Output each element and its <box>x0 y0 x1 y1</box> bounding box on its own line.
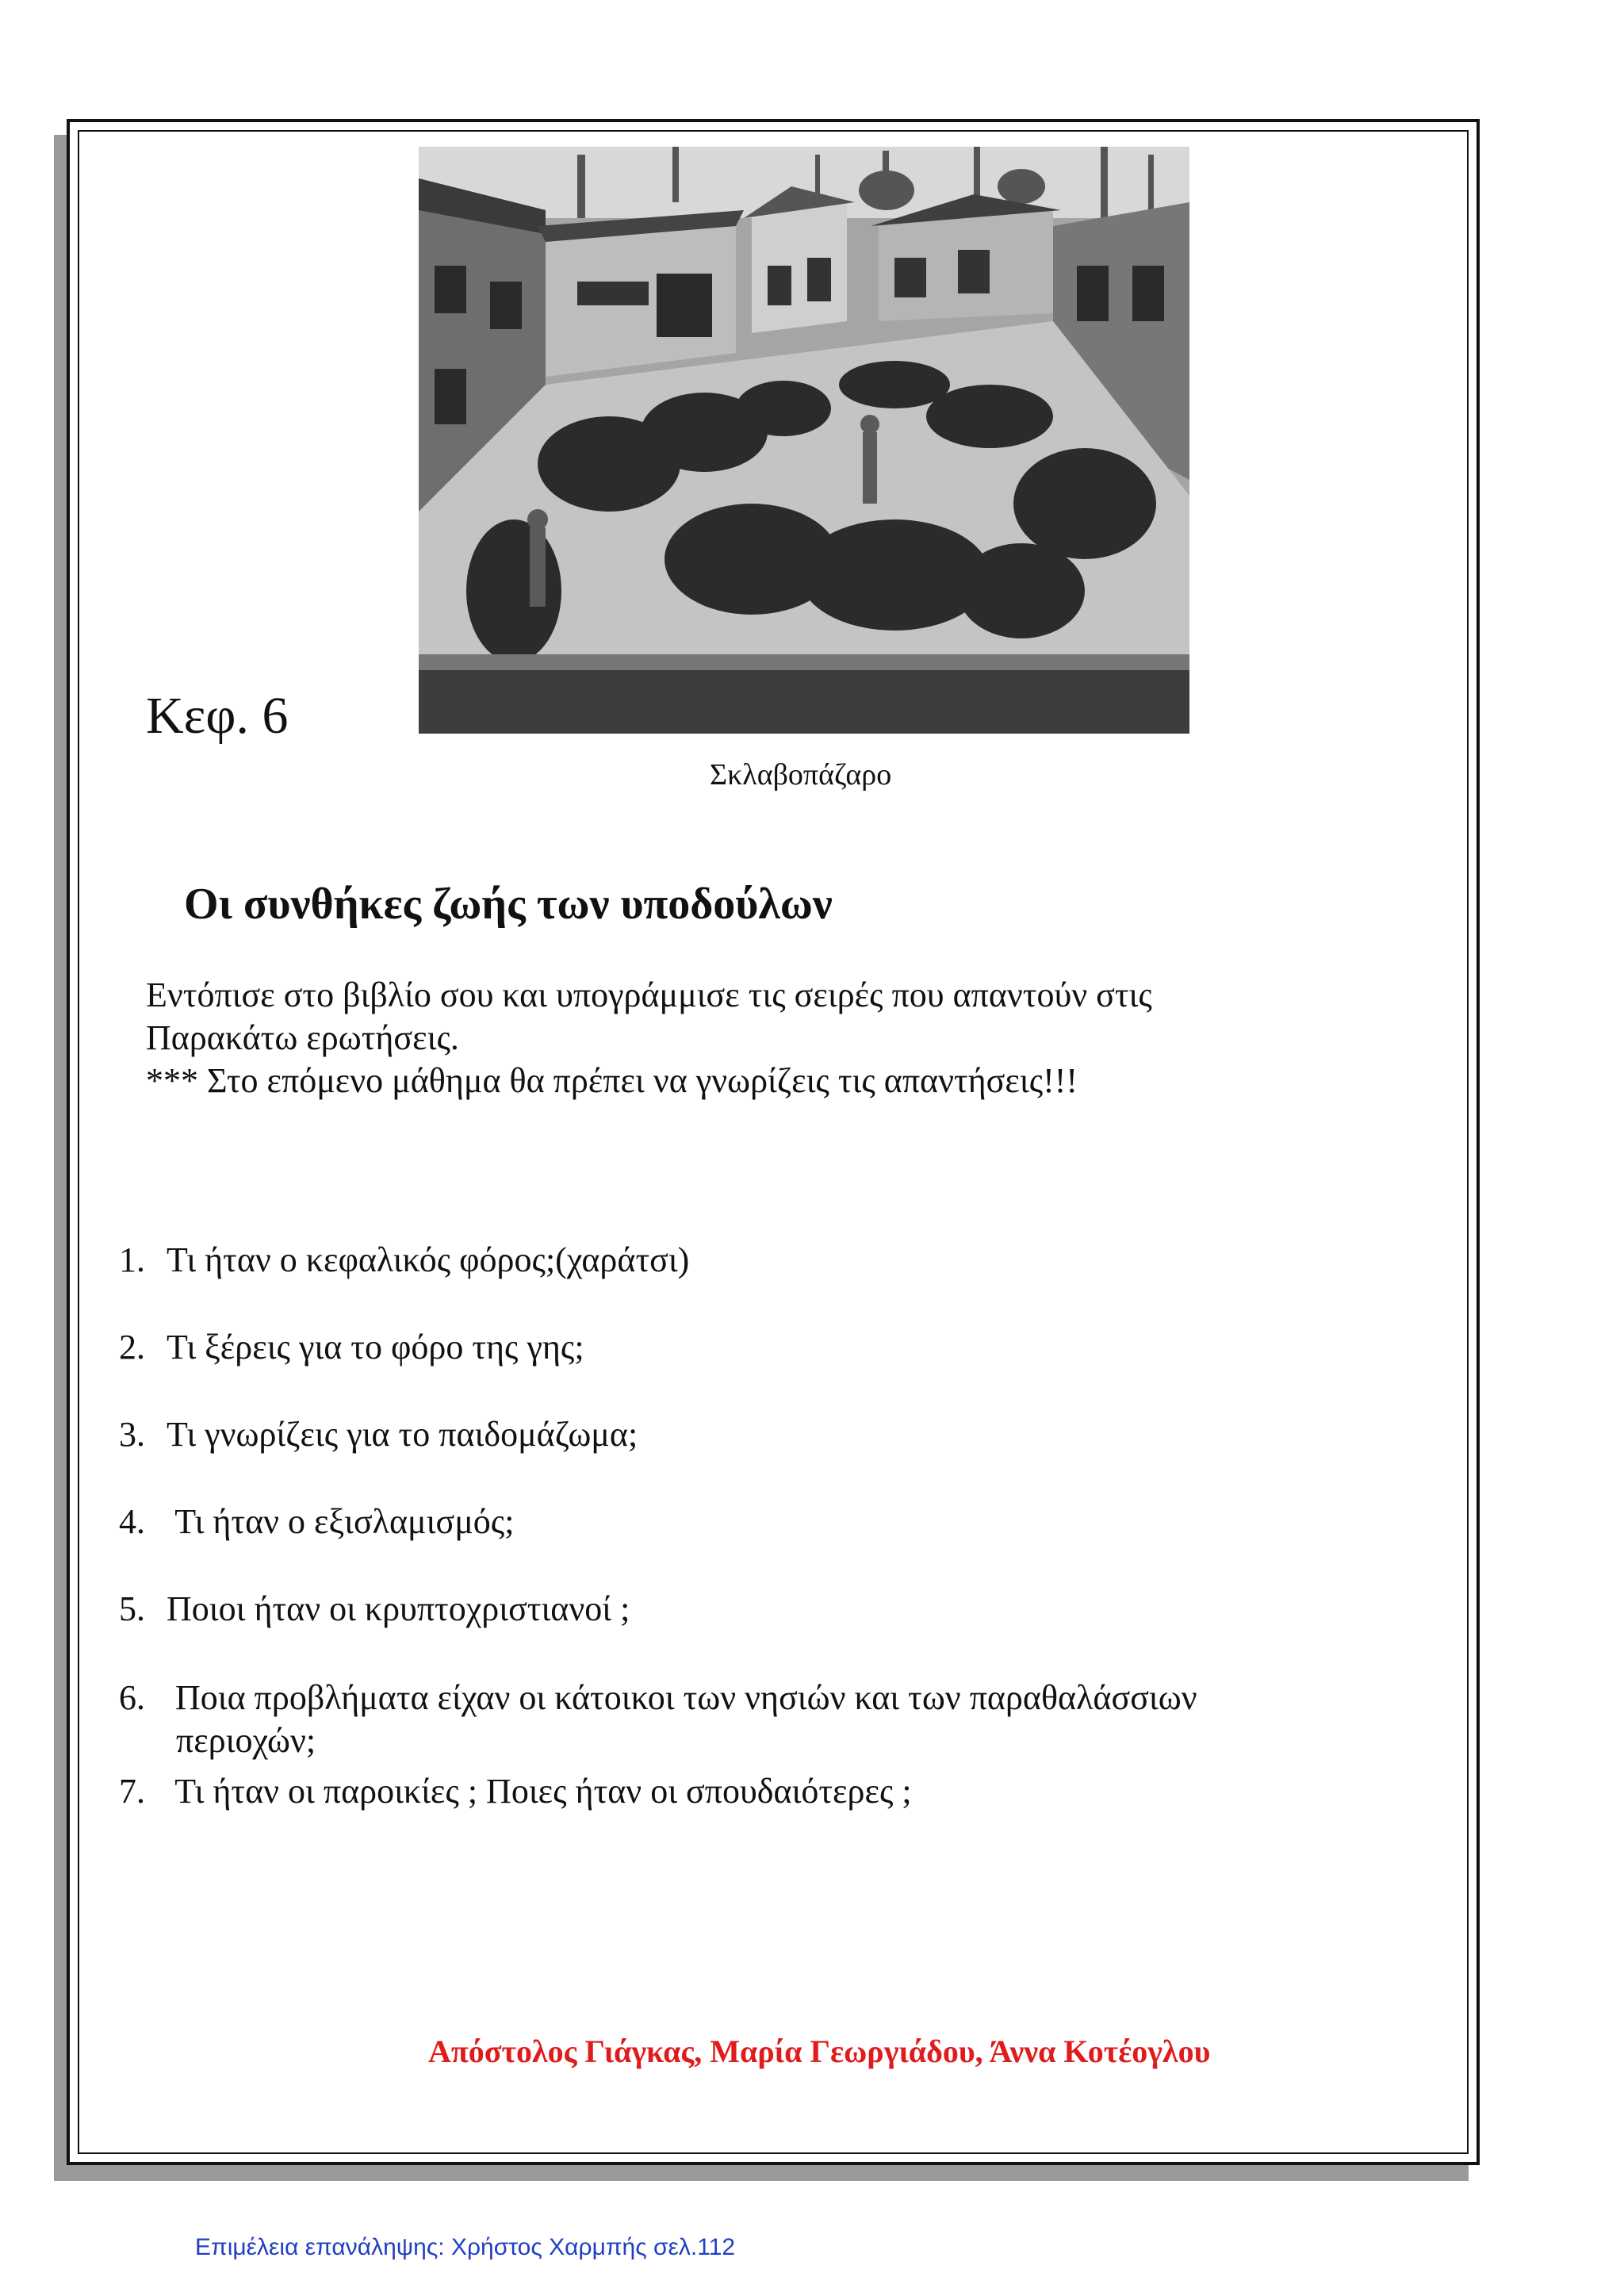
question-item <box>119 1239 689 1282</box>
question-number: 6. <box>119 1678 145 1717</box>
question-item <box>119 1501 514 1543</box>
question-text-continuation: περιοχών; <box>176 1721 316 1760</box>
authors-credit: Απόστολος Γιάγκας, Μαρία Γεωργιάδου, Άννα Κοτέογλου <box>428 2033 1211 2069</box>
slave-market-engraving <box>419 147 1189 734</box>
intro-text <box>146 974 1152 1102</box>
chapter-label: Κεφ. 6 <box>146 687 289 745</box>
image-caption: Σκλαβοπάζαρο <box>710 758 892 792</box>
page-footer: Επιμέλεια επανάληψης: Χρήστος Χαρμπής σελ.112 <box>195 2234 736 2260</box>
question-number: 7. <box>119 1772 145 1811</box>
question-item <box>119 1588 630 1631</box>
question-item <box>119 1413 638 1456</box>
question-item <box>119 1770 912 1813</box>
question-number: 3. <box>119 1415 145 1454</box>
question-number: 2. <box>119 1328 145 1366</box>
question-text: Ποιοι ήταν οι κρυπτοχριστιανοί ; <box>167 1589 630 1628</box>
question-text: Τι ήταν ο εξισλαμισμός; <box>167 1502 515 1541</box>
question-text: Τι ξέρεις για το φόρο της γης; <box>167 1328 584 1366</box>
intro-line: Παρακάτω ερωτήσεις. <box>146 1018 459 1057</box>
question-number: 1. <box>119 1240 145 1279</box>
question-text: Τι ήταν ο κεφαλικός φόρος;(χαράτσι) <box>167 1240 690 1279</box>
question-text: Τι γνωρίζεις για το παιδομάζωμα; <box>167 1415 638 1454</box>
intro-line: *** Στο επόμενο μάθημα θα πρέπει να γνωρίζεις τις απαντήσεις!!! <box>146 1061 1078 1100</box>
question-item <box>119 1677 1197 1762</box>
question-number: 4. <box>119 1502 145 1541</box>
question-text: Τι ήταν οι παροικίες ; Ποιες ήταν οι σπουδαιότερες ; <box>167 1772 912 1811</box>
question-text: Ποια προβλήματα είχαν οι κάτοικοι των νησιών και των παραθαλάσσιων <box>167 1678 1197 1717</box>
question-item <box>119 1326 584 1369</box>
intro-line: Εντόπισε στο βιβλίο σου και υπογράμμισε τις σειρές που απαντούν στις <box>146 976 1152 1014</box>
page-title: Οι συνθήκες ζωής των υποδούλων <box>184 880 833 929</box>
question-number: 5. <box>119 1589 145 1628</box>
